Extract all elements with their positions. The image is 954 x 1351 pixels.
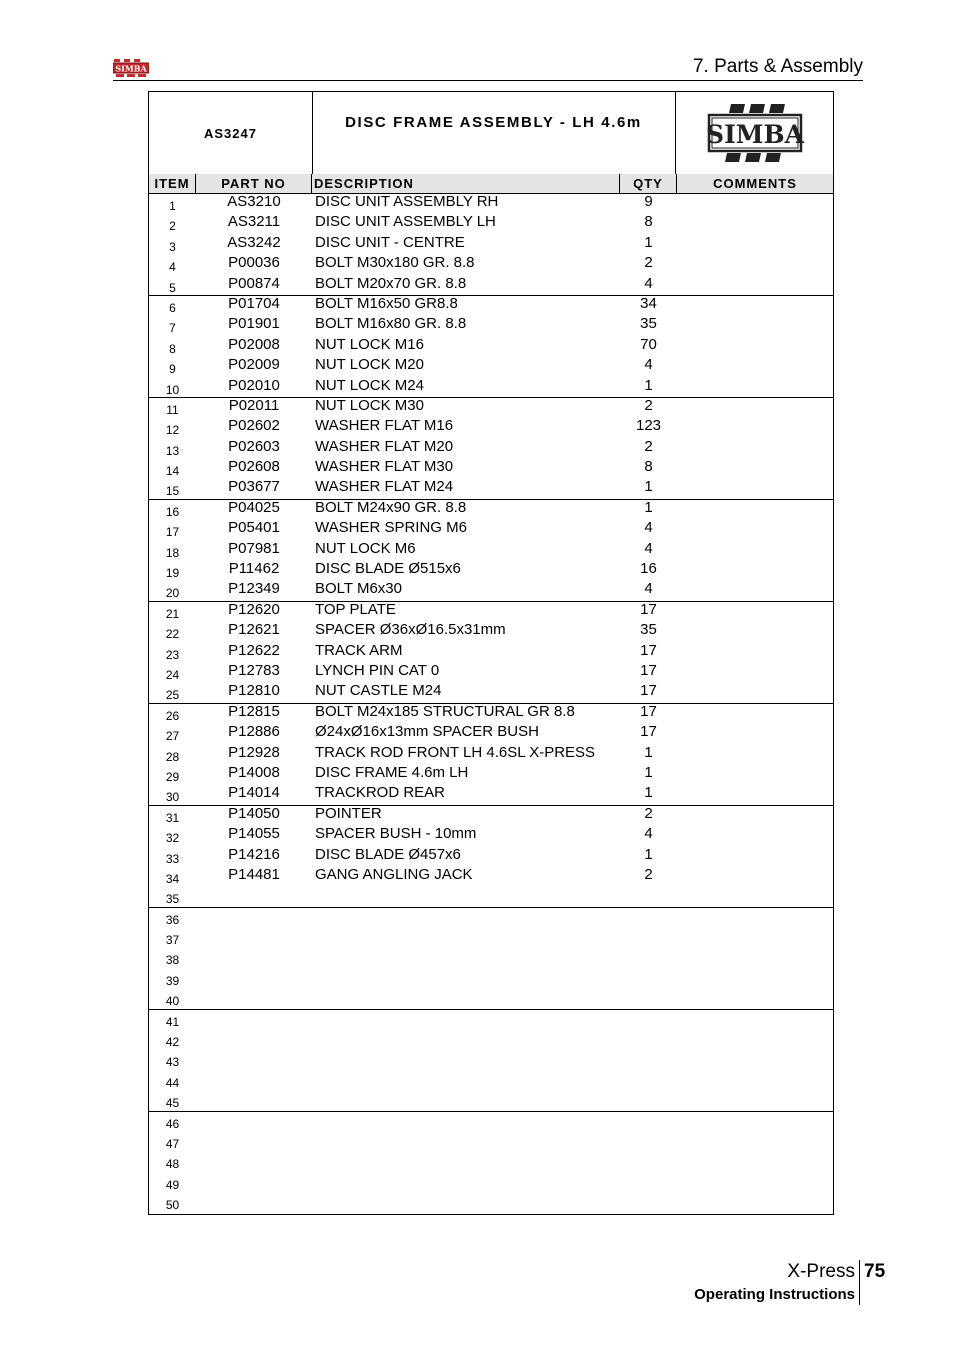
part-description: NUT LOCK M20 xyxy=(315,356,424,374)
table-row xyxy=(149,643,833,663)
table-row xyxy=(149,337,833,357)
item-number: 47 xyxy=(165,1136,180,1151)
part-number: P12349 xyxy=(228,580,280,598)
quantity: 17 xyxy=(640,682,657,700)
table-row xyxy=(149,398,833,418)
quantity: 4 xyxy=(644,519,653,537)
header-divider xyxy=(113,80,863,81)
quantity: 17 xyxy=(640,723,657,741)
quantity: 4 xyxy=(644,825,653,843)
item-number: 15 xyxy=(165,484,180,499)
table-row xyxy=(149,1173,833,1193)
table-row xyxy=(149,989,833,1009)
quantity: 17 xyxy=(640,600,657,618)
part-number: P02011 xyxy=(228,396,280,414)
quantity: 4 xyxy=(644,356,653,374)
col-qty: QTY xyxy=(620,174,677,193)
table-row xyxy=(149,581,833,601)
simba-logo-small xyxy=(113,58,149,78)
part-description: WASHER SPRING M6 xyxy=(315,519,467,537)
part-description: WASHER FLAT M30 xyxy=(315,458,454,476)
table-row xyxy=(149,520,833,540)
part-description: TRACK ROD FRONT LH 4.6SL X-PRESS xyxy=(315,743,596,761)
part-number: P01901 xyxy=(228,315,280,333)
item-number: 19 xyxy=(165,566,180,581)
table-row xyxy=(149,296,833,316)
part-description: POINTER xyxy=(315,804,382,822)
table-row xyxy=(149,969,833,989)
item-number: 33 xyxy=(165,851,180,866)
parts-rows xyxy=(149,194,833,1214)
item-number: 48 xyxy=(165,1157,180,1172)
item-number: 43 xyxy=(165,1055,180,1070)
item-number: 38 xyxy=(165,953,180,968)
table-row xyxy=(149,500,833,520)
table-row xyxy=(149,1071,833,1091)
part-number: P05401 xyxy=(228,519,280,537)
table-row xyxy=(149,194,833,214)
quantity: 2 xyxy=(644,396,653,414)
item-number: 2 xyxy=(169,219,176,234)
part-description: GANG ANGLING JACK xyxy=(315,865,473,883)
quantity: 35 xyxy=(640,315,657,333)
item-number: 14 xyxy=(165,464,180,479)
item-number: 7 xyxy=(169,321,176,336)
part-description: Ø24xØ16x13mm SPACER BUSH xyxy=(315,723,539,741)
item-number: 16 xyxy=(165,504,180,519)
part-description: BOLT M16x80 GR. 8.8 xyxy=(315,315,467,333)
table-row xyxy=(149,276,833,296)
part-number: P12815 xyxy=(228,702,280,720)
part-number: AS3210 xyxy=(227,193,281,210)
table-row xyxy=(149,1091,833,1111)
quantity: 2 xyxy=(644,437,653,455)
column-headers xyxy=(149,174,833,194)
svg-text:SIMBA: SIMBA xyxy=(706,120,804,149)
part-description: LYNCH PIN CAT 0 xyxy=(315,661,440,679)
item-number: 37 xyxy=(165,933,180,948)
item-number: 3 xyxy=(169,239,176,254)
part-number: AS3211 xyxy=(227,213,281,231)
part-description: TRACKROD REAR xyxy=(315,784,446,802)
quantity: 1 xyxy=(644,743,653,761)
item-number: 5 xyxy=(169,280,176,295)
item-number: 46 xyxy=(165,1116,180,1131)
table-row xyxy=(149,561,833,581)
part-description: SPACER Ø36xØ16.5x31mm xyxy=(315,621,506,639)
table-row xyxy=(149,439,833,459)
item-number: 40 xyxy=(165,994,180,1009)
quantity: 17 xyxy=(640,641,657,659)
part-number: P12886 xyxy=(228,723,280,741)
part-number: P14481 xyxy=(228,865,280,883)
item-number: 23 xyxy=(165,647,180,662)
part-number: P12783 xyxy=(228,661,280,679)
part-description: NUT LOCK M30 xyxy=(315,396,424,414)
item-number: 6 xyxy=(169,300,176,315)
quantity: 1 xyxy=(644,498,653,516)
item-number: 30 xyxy=(165,790,180,805)
item-number: 45 xyxy=(165,1096,180,1111)
item-number: 34 xyxy=(165,871,180,886)
quantity: 2 xyxy=(644,254,653,272)
quantity: 1 xyxy=(644,376,653,394)
table-row xyxy=(149,887,833,907)
table-row xyxy=(149,602,833,622)
quantity: 35 xyxy=(640,621,657,639)
part-description: BOLT M24x90 GR. 8.8 xyxy=(315,498,467,516)
footer-divider xyxy=(859,1260,860,1305)
part-number: P12622 xyxy=(228,641,280,659)
part-description: BOLT M24x185 STRUCTURAL GR 8.8 xyxy=(315,702,575,720)
part-number: P04025 xyxy=(228,498,280,516)
table-row xyxy=(149,663,833,683)
table-row xyxy=(149,867,833,887)
item-number: 18 xyxy=(165,545,180,560)
part-number: P12621 xyxy=(228,621,280,639)
quantity: 17 xyxy=(640,661,657,679)
part-description: NUT LOCK M16 xyxy=(315,335,424,353)
quantity: 1 xyxy=(644,478,653,496)
item-number: 22 xyxy=(165,627,180,642)
item-number: 41 xyxy=(165,1014,180,1029)
col-comments: COMMENTS xyxy=(713,176,797,191)
item-number: 31 xyxy=(165,810,180,825)
quantity: 1 xyxy=(644,233,653,251)
item-number: 42 xyxy=(165,1035,180,1050)
part-description: WASHER FLAT M16 xyxy=(315,417,454,435)
quantity: 4 xyxy=(644,274,653,292)
quantity: 2 xyxy=(644,865,653,883)
quantity: 1 xyxy=(644,763,653,781)
item-number: 17 xyxy=(165,525,180,540)
item-number: 36 xyxy=(165,912,180,927)
part-number: P02602 xyxy=(228,417,280,435)
sheet-header xyxy=(149,92,833,175)
item-number: 27 xyxy=(165,729,180,744)
part-number: P02603 xyxy=(228,437,280,455)
item-number: 21 xyxy=(165,606,180,621)
part-number: P14008 xyxy=(228,763,280,781)
part-number: AS3242 xyxy=(227,233,281,251)
part-description: BOLT M16x50 GR8.8 xyxy=(315,294,458,312)
part-number: P00874 xyxy=(228,274,280,292)
item-number: 9 xyxy=(169,362,176,377)
item-number: 35 xyxy=(165,892,180,907)
table-row xyxy=(149,541,833,561)
part-description: NUT LOCK M24 xyxy=(315,376,424,394)
item-number: 20 xyxy=(165,586,180,601)
item-number: 39 xyxy=(165,973,180,988)
table-row xyxy=(149,683,833,703)
page-number: 75 xyxy=(864,1261,886,1282)
table-row xyxy=(149,704,833,724)
quantity: 2 xyxy=(644,804,653,822)
parts-sheet xyxy=(148,91,834,1215)
quantity: 16 xyxy=(640,560,657,578)
part-description: DISC BLADE Ø515x6 xyxy=(315,560,461,578)
item-number: 13 xyxy=(165,443,180,458)
table-row xyxy=(149,418,833,438)
part-description: TRACK ARM xyxy=(315,641,403,659)
quantity: 4 xyxy=(644,539,653,557)
table-row xyxy=(149,316,833,336)
assembly-code: AS3247 xyxy=(149,92,313,174)
quantity: 4 xyxy=(644,580,653,598)
table-row xyxy=(149,622,833,642)
quantity: 70 xyxy=(640,335,657,353)
table-row xyxy=(149,745,833,765)
simba-logo xyxy=(677,92,833,174)
item-number: 25 xyxy=(165,688,180,703)
item-number: 50 xyxy=(165,1198,180,1213)
part-description: DISC UNIT - CENTRE xyxy=(315,233,465,251)
item-number: 28 xyxy=(165,749,180,764)
item-number: 12 xyxy=(165,423,180,438)
table-row xyxy=(149,948,833,968)
part-description: DISC BLADE Ø457x6 xyxy=(315,845,461,863)
table-row xyxy=(149,847,833,867)
quantity: 17 xyxy=(640,702,657,720)
table-row xyxy=(149,479,833,499)
quantity: 9 xyxy=(644,193,653,210)
part-description: DISC UNIT ASSEMBLY LH xyxy=(315,213,496,231)
item-number: 24 xyxy=(165,667,180,682)
col-part-no: PART NO xyxy=(196,174,312,193)
part-description: NUT CASTLE M24 xyxy=(315,682,442,700)
part-description: WASHER FLAT M24 xyxy=(315,478,454,496)
table-row xyxy=(149,214,833,234)
table-row xyxy=(149,826,833,846)
table-row xyxy=(149,1132,833,1152)
part-number: P14050 xyxy=(228,804,280,822)
quantity: 34 xyxy=(640,294,657,312)
part-number: P07981 xyxy=(228,539,280,557)
part-number: P02608 xyxy=(228,458,280,476)
part-description: BOLT M20x70 GR. 8.8 xyxy=(315,274,467,292)
part-description: BOLT M6x30 xyxy=(315,580,402,598)
section-title: 7. Parts & Assembly xyxy=(692,56,863,77)
part-number: P12620 xyxy=(228,600,280,618)
item-number: 26 xyxy=(165,708,180,723)
quantity: 1 xyxy=(644,784,653,802)
part-number: P14055 xyxy=(228,825,280,843)
table-row xyxy=(149,459,833,479)
table-row xyxy=(149,357,833,377)
quantity: 8 xyxy=(644,458,653,476)
quantity: 8 xyxy=(644,213,653,231)
part-number: P02008 xyxy=(228,335,280,353)
part-description: NUT LOCK M6 xyxy=(315,539,416,557)
product-name: X-Press xyxy=(787,1261,855,1282)
part-description: DISC UNIT ASSEMBLY RH xyxy=(315,193,499,210)
table-row xyxy=(149,785,833,805)
svg-text:SIMBA: SIMBA xyxy=(115,63,147,74)
item-number: 29 xyxy=(165,769,180,784)
part-number: P02010 xyxy=(228,376,280,394)
footer-subtitle: Operating Instructions xyxy=(694,1286,855,1303)
table-row xyxy=(149,1050,833,1070)
table-row xyxy=(149,806,833,826)
table-row xyxy=(149,908,833,928)
part-description: BOLT M30x180 GR. 8.8 xyxy=(315,254,475,272)
table-row xyxy=(149,765,833,785)
table-row xyxy=(149,928,833,948)
part-number: P14216 xyxy=(228,845,280,863)
table-row xyxy=(149,1030,833,1050)
part-number: P02009 xyxy=(228,356,280,374)
table-row xyxy=(149,1112,833,1132)
item-number: 8 xyxy=(169,341,176,356)
item-number: 10 xyxy=(165,382,180,397)
part-number: P12928 xyxy=(228,743,280,761)
assembly-title: DISC FRAME ASSEMBLY - LH 4.6m xyxy=(312,92,676,174)
part-number: P12810 xyxy=(228,682,280,700)
table-row xyxy=(149,255,833,275)
part-description: SPACER BUSH - 10mm xyxy=(315,825,477,843)
quantity: 1 xyxy=(644,845,653,863)
part-description: WASHER FLAT M20 xyxy=(315,437,454,455)
table-row xyxy=(149,1152,833,1172)
part-description: DISC FRAME 4.6m LH xyxy=(315,763,469,781)
quantity: 123 xyxy=(635,417,662,435)
part-number: P00036 xyxy=(228,254,280,272)
part-number: P11462 xyxy=(228,560,280,578)
item-number: 11 xyxy=(166,402,179,417)
item-number: 1 xyxy=(169,199,176,213)
part-number: P01704 xyxy=(228,294,280,312)
item-number: 4 xyxy=(169,260,176,275)
part-description: TOP PLATE xyxy=(315,600,396,618)
table-row xyxy=(149,235,833,255)
item-number: 32 xyxy=(165,831,180,846)
part-number: P14014 xyxy=(228,784,280,802)
col-item: ITEM xyxy=(149,174,196,193)
table-row xyxy=(149,1193,833,1213)
item-number: 49 xyxy=(165,1177,180,1192)
part-number: P03677 xyxy=(228,478,280,496)
table-row xyxy=(149,724,833,744)
table-row xyxy=(149,1010,833,1030)
item-number: 44 xyxy=(165,1075,180,1090)
col-description: DESCRIPTION xyxy=(312,174,620,193)
table-row xyxy=(149,378,833,398)
